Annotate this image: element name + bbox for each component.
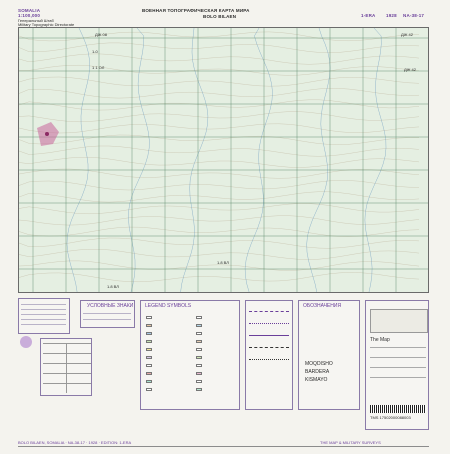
- scale-label: 1:100,000: [18, 13, 41, 18]
- footer-right-text: THE MAP & MILITARY SURVEYS: [320, 440, 381, 445]
- legend-title-symbols: LEGEND SYMBOLS: [145, 303, 192, 309]
- edition-code: 1-ERA: [361, 13, 376, 18]
- series-title: ВОЕННАЯ ТОПОГРАФИЧЕСКАЯ КАРТА МИРА: [142, 8, 250, 13]
- compass-rose-icon: [20, 336, 32, 348]
- note-right: The Map: [370, 337, 390, 343]
- barcode-icon: [370, 405, 426, 413]
- corner-label-tl: ДЖ 08: [95, 32, 107, 37]
- legend-index-block: [365, 300, 429, 430]
- left-mark-2: 1 1 ОЛ: [92, 65, 105, 70]
- bottom-mark: 1.8 ВЛ: [107, 284, 119, 289]
- place-name-2: BARDERA: [305, 369, 330, 375]
- legend-title-right: ОБОЗНАЧЕНИЯ: [303, 303, 342, 309]
- corner-label-tr: ДЖ 42: [401, 32, 413, 37]
- sheet-id: NA-38-17: [403, 13, 425, 18]
- map-canvas: [19, 28, 428, 292]
- topographic-map[interactable]: [18, 27, 429, 293]
- legend-places-block: [298, 300, 360, 410]
- center-mark: 1.8 ВЛ: [217, 260, 229, 265]
- sheet-name: BOLO BILAEN: [203, 14, 237, 19]
- footer-code: TMS 17502000088003: [370, 415, 411, 420]
- subtitle-left: Генеральный Штаб: [18, 18, 54, 23]
- legend-title-block: [80, 300, 135, 328]
- legend-notes-left: [18, 298, 70, 334]
- left-mark-1: 1-0: [92, 49, 98, 54]
- place-name-3: KISMAYO: [305, 377, 328, 383]
- edition-line: Military Topographic Directorate: [18, 22, 75, 27]
- right-mark: ДЖ 42: [404, 67, 416, 72]
- footer-divider: [18, 446, 429, 447]
- legend-symbols-block: [140, 300, 240, 410]
- legend-boundaries-block: [245, 300, 293, 410]
- place-name-1: MOQDISHO: [305, 361, 333, 367]
- region-label: SOMALIA: [18, 8, 41, 13]
- legend-elevation-table: [40, 338, 92, 396]
- year-label: 1928: [386, 13, 397, 18]
- footer-left-text: BOLO BILAEN, SOMALIA · NA-38-17 · 1928 · EDITION: 1-ERA: [18, 440, 132, 445]
- legend-title-center: УСЛОВНЫЕ ЗНАКИ: [87, 303, 134, 309]
